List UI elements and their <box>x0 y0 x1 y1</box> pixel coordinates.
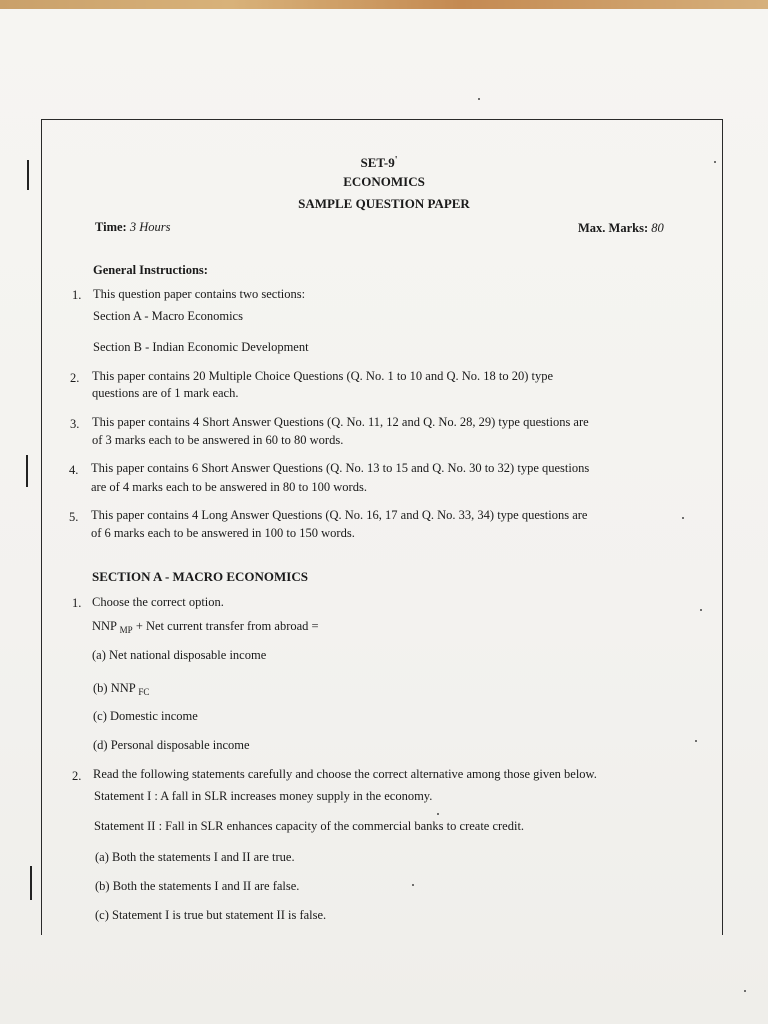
paper-speck <box>744 990 746 992</box>
subject-title: ECONOMICS <box>343 174 425 189</box>
option-b-text: (b) NNP <box>93 681 136 695</box>
paper-title: SAMPLE QUESTION PAPER <box>298 196 470 211</box>
instruction-number: 4. <box>69 463 79 477</box>
time-label: Time: <box>95 220 127 234</box>
instruction-number: 3. <box>70 417 80 431</box>
paper-speck <box>714 161 716 163</box>
time-line <box>95 220 170 235</box>
margin-mark <box>30 866 32 900</box>
marks-value: 80 <box>651 221 664 235</box>
option-c: (c) Domestic income <box>93 709 198 723</box>
marks-label: Max. Marks: <box>578 221 649 235</box>
instruction-text: This paper contains 6 Short Answer Questions (Q. No. 13 to 15 and Q. No. 30 to 32) type questions <box>91 461 590 475</box>
instruction-number: 2. <box>70 371 80 385</box>
set-number <box>0 155 763 171</box>
paper-speck <box>437 813 439 815</box>
instruction-text: of 6 marks each to be answered in 100 to 150 words. <box>91 526 355 540</box>
instructions-heading: General Instructions: <box>93 263 208 277</box>
question-prompt: Read the following statements carefully and choose the correct alternative among those given below. <box>93 767 597 781</box>
time-value: 3 Hours <box>129 220 171 234</box>
option-b <box>93 681 149 697</box>
option-a: (a) Both the statements I and II are true. <box>95 850 295 864</box>
statement-one: Statement I : A fall in SLR increases money supply in the economy. <box>94 789 433 803</box>
instruction-text: are of 4 marks each to be answered in 80 to 100 words. <box>91 480 367 494</box>
page-top-edge <box>0 0 768 9</box>
statement-two: Statement II : Fall in SLR enhances capacity of the commercial banks to create credit. <box>94 819 525 833</box>
instruction-text: This paper contains 4 Short Answer Questions (Q. No. 11, 12 and Q. No. 28, 29) type questions are <box>92 415 589 429</box>
instruction-number: 1. <box>72 288 82 302</box>
instruction-text: Section A - Macro Economics <box>93 309 243 323</box>
question-number: 1. <box>72 596 82 610</box>
expr-subscript: MP <box>119 625 133 635</box>
paper-speck <box>682 517 684 519</box>
paper-speck <box>695 740 697 742</box>
option-d: (d) Personal disposable income <box>93 738 250 752</box>
paper-speck <box>478 98 480 100</box>
paper-speck <box>412 884 414 886</box>
question-prompt: Choose the correct option. <box>92 595 224 609</box>
paper-speck <box>700 609 702 611</box>
instruction-text: This paper contains 20 Multiple Choice Questions (Q. No. 1 to 10 and Q. No. 18 to 20) type <box>92 369 554 383</box>
set-mark: ' <box>394 155 398 166</box>
instruction-text: This question paper contains two sections: <box>93 287 306 301</box>
option-b-subscript: FC <box>138 687 150 697</box>
option-a: (a) Net national disposable income <box>92 648 267 662</box>
margin-mark <box>26 455 28 487</box>
instruction-text: Section B - Indian Economic Development <box>93 340 309 354</box>
section-a-heading: SECTION A - MACRO ECONOMICS <box>92 569 308 584</box>
expr-rest: + Net current transfer from abroad = <box>135 619 319 633</box>
option-b: (b) Both the statements I and II are false. <box>95 879 300 893</box>
instruction-number: 5. <box>69 510 79 524</box>
marks-line <box>578 221 664 236</box>
question-number: 2. <box>72 769 82 783</box>
set-label: SET-9 <box>360 155 395 170</box>
instruction-text: of 3 marks each to be answered in 60 to 80 words. <box>92 433 344 447</box>
question-expression <box>92 619 319 635</box>
instruction-text: questions are of 1 mark each. <box>92 386 239 400</box>
option-c: (c) Statement I is true but statement II is false. <box>95 908 327 922</box>
instruction-text: This paper contains 4 Long Answer Questions (Q. No. 16, 17 and Q. No. 33, 34) type questions are <box>91 508 588 522</box>
expr-nnp: NNP <box>92 619 117 633</box>
